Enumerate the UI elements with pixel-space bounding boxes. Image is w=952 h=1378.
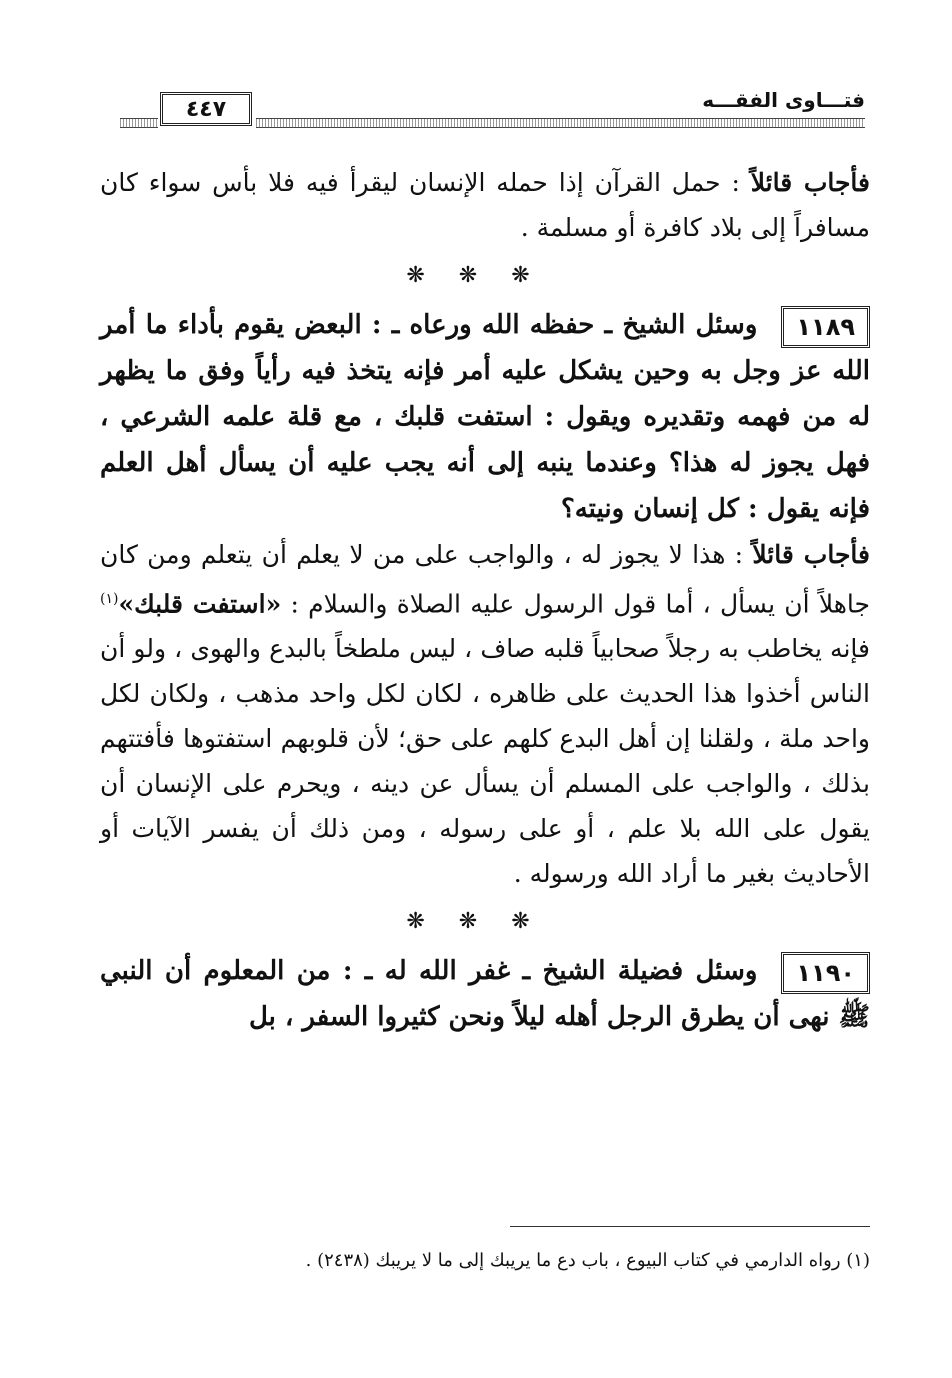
header-rule [120, 118, 158, 128]
question-text: وسئل فضيلة الشيخ ـ غفر الله له ـ : من المعلوم أن النبي ﷺ نهى أن يطرق الرجل أهله ليلاً ونحن كثيروا السفر ، بل [100, 956, 870, 1033]
question-paragraph [100, 302, 870, 532]
question-text: وسئل الشيخ ـ حفظه الله ورعاه ـ : البعض يقوم بأداء ما أمر الله عز وجل به وحين يشكل عليه أمر فإنه يتخذ فيه رأياً وفق ما يظهر له من فهمه وتقديره ويقول : استفت قلبك ، مع قلة علمه الشرعي ، فهل يجوز له هذا؟ وعندما ينبه إلى أنه يجب عليه أن يسأل أهل العلم فإنه يقول : كل إنسان ونيته؟ [100, 310, 870, 524]
footnote-ref: (١) [100, 591, 119, 607]
hadith-quote: «استفت قلبك» [118, 589, 282, 619]
footnote: (١) رواه الدارمي في كتاب البيوع ، باب دع ما يريبك إلى ما لا يريبك (٢٤٣٨) . [305, 1250, 870, 1271]
fatwa-number: ١١٩٠ [781, 952, 870, 994]
answer-paragraph [100, 532, 870, 896]
answer-lead: فأجاب قائلاً [750, 168, 870, 197]
answer-text: فإنه يخاطب به رجلاً صحابياً قلبه صاف ، ليس ملطخاً بالبدع والهوى ، ولو أن الناس أخذوا هذا الحديث على ظاهره ، لكان لكل واحد مذهب ، ولكان لكل واحد ملة ، ولقلنا إن أهل البدع كلهم على حق؛ لأن قلوبهم استفتوها فأفتتهم بذلك ، والواجب على المسلم أن يسأل عن دينه ، ويحرم على الإنسان أن يقول على الله بلا علم ، أو على رسوله ، ومن ذلك أن يفسر الآيات أو الأحاديث بغير ما أراد الله ورسوله . [100, 634, 870, 889]
answer-paragraph [100, 160, 870, 250]
page-header [120, 88, 865, 132]
answer-lead: فأجاب قائلاً [752, 540, 870, 569]
footnote-rule [510, 1226, 870, 1227]
section-divider: ❋❋❋ [406, 909, 564, 935]
running-title: فتـــاوى الفقـــه [702, 88, 865, 112]
header-rule [256, 118, 865, 128]
section-divider: ❋❋❋ [406, 263, 564, 288]
page-number: ٤٤٧ [160, 92, 252, 126]
answer-text: : حمل القرآن إذا حمله الإنسان ليقرأ فيه فلا بأس سواء كان مسافراً إلى بلاد كافرة أو مسلمة . [100, 168, 870, 242]
question-paragraph [100, 948, 870, 1040]
main-text [100, 160, 870, 1040]
fatwa-number: ١١٨٩ [781, 306, 870, 348]
answer-text: : هذا لا يجوز له ، والواجب على من لا يعلم أن يتعلم ومن كان جاهلاً أن يسأل ، أما قول الرسول عليه الصلاة والسلام : [100, 540, 870, 619]
